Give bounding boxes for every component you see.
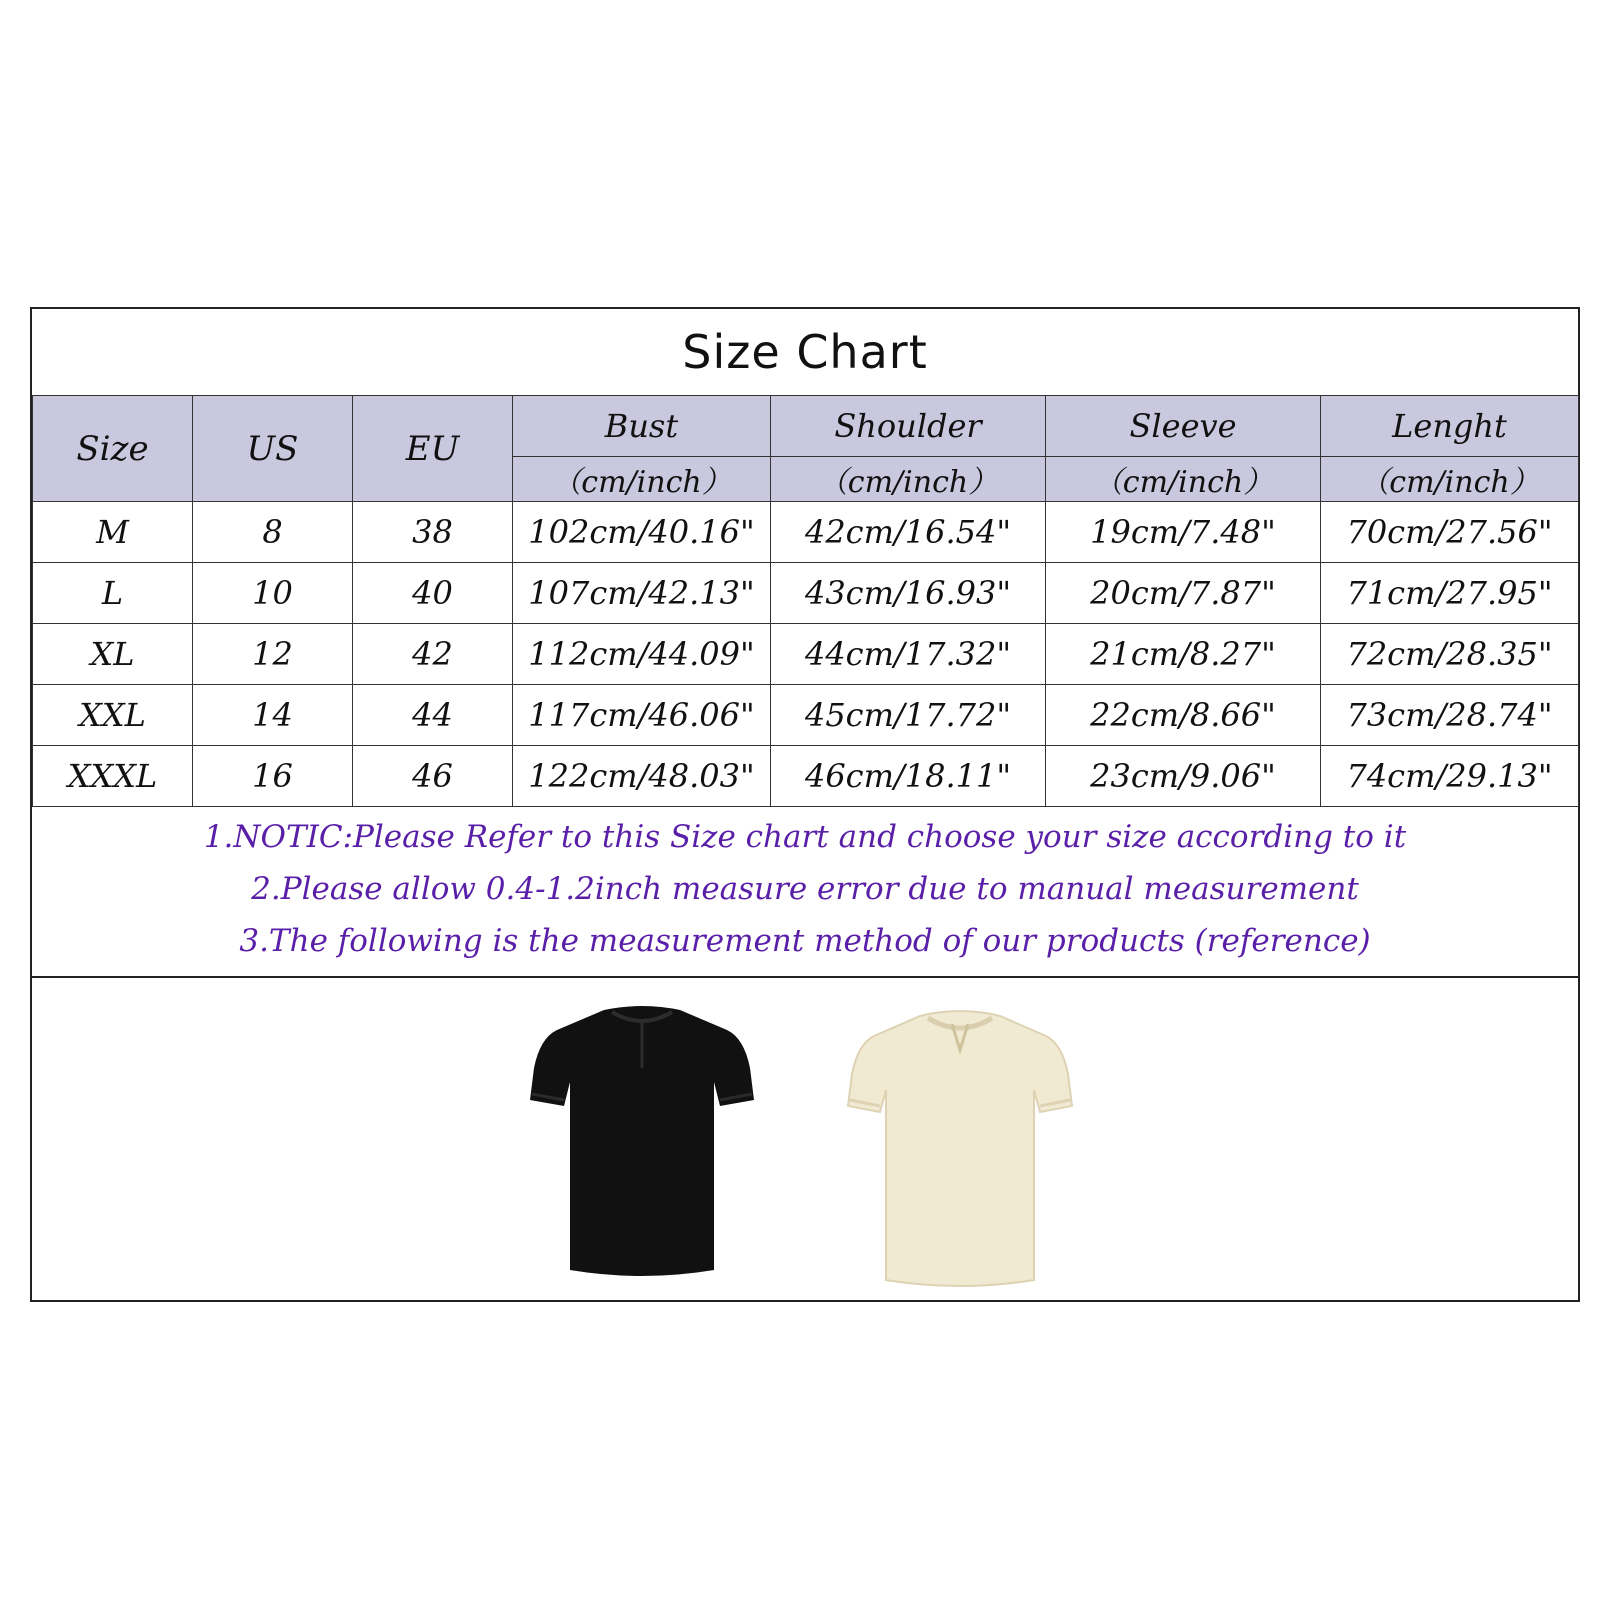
table-cell: 102cm/40.16": [513, 502, 771, 563]
size-table: [32, 395, 1579, 807]
table-cell: 44cm/17.32": [771, 624, 1046, 685]
table-row: [33, 746, 1579, 807]
table-row: [33, 502, 1579, 563]
table-cell: 112cm/44.09": [513, 624, 771, 685]
table-cell: 42cm/16.54": [771, 502, 1046, 563]
table-cell: XXL: [33, 685, 193, 746]
table-cell: 45cm/17.72": [771, 685, 1046, 746]
table-cell: 43cm/16.93": [771, 563, 1046, 624]
table-cell: 122cm/48.03": [513, 746, 771, 807]
table-cell: 19cm/7.48": [1046, 502, 1321, 563]
table-cell: 14: [193, 685, 353, 746]
table-cell: 38: [353, 502, 513, 563]
table-row: [33, 685, 1579, 746]
table-cell: 12: [193, 624, 353, 685]
table-cell: 21cm/8.27": [1046, 624, 1321, 685]
page-title: Size Chart: [682, 325, 928, 379]
table-cell: 70cm/27.56": [1321, 502, 1579, 563]
table-cell: 44: [353, 685, 513, 746]
note-line: 2.Please allow 0.4-1.2inch measure error due to manual measurement: [251, 870, 1359, 907]
table-cell: 46cm/18.11": [771, 746, 1046, 807]
table-cell: XXXL: [33, 746, 193, 807]
header-shoulder: Shoulder: [771, 396, 1046, 457]
size-chart-frame: [30, 307, 1580, 1302]
cream-henley-tshirt-icon: [840, 998, 1080, 1298]
header-unit: （cm/inch）: [1046, 457, 1321, 502]
table-cell: 40: [353, 563, 513, 624]
table-cell: 16: [193, 746, 353, 807]
header-size: Size: [33, 396, 193, 502]
table-cell: XL: [33, 624, 193, 685]
table-cell: 107cm/42.13": [513, 563, 771, 624]
size-notes: [32, 801, 1578, 978]
header-sleeve: Sleeve: [1046, 396, 1321, 457]
header-unit: （cm/inch）: [771, 457, 1046, 502]
product-images: [32, 978, 1578, 1300]
table-cell: 72cm/28.35": [1321, 624, 1579, 685]
header-unit: （cm/inch）: [513, 457, 771, 502]
table-cell: 23cm/9.06": [1046, 746, 1321, 807]
note-line: 3.The following is the measurement method of our products (reference): [239, 922, 1371, 959]
header-us: US: [193, 396, 353, 502]
table-cell: 74cm/29.13": [1321, 746, 1579, 807]
table-cell: 22cm/8.66": [1046, 685, 1321, 746]
table-cell: 71cm/27.95": [1321, 563, 1579, 624]
table-row: [33, 624, 1579, 685]
table-cell: 8: [193, 502, 353, 563]
table-cell: 46: [353, 746, 513, 807]
header-bust: Bust: [513, 396, 771, 457]
header-eu: EU: [353, 396, 513, 502]
table-row: [33, 563, 1579, 624]
table-cell: 42: [353, 624, 513, 685]
header-length: Lenght: [1321, 396, 1579, 457]
table-cell: M: [33, 502, 193, 563]
note-line: 1.NOTIC:Please Refer to this Size chart and choose your size according to it: [203, 818, 1407, 855]
table-cell: 117cm/46.06": [513, 685, 771, 746]
black-henley-tshirt-icon: [522, 998, 762, 1288]
header-unit: （cm/inch）: [1321, 457, 1579, 502]
table-cell: L: [33, 563, 193, 624]
table-cell: 73cm/28.74": [1321, 685, 1579, 746]
table-cell: 20cm/7.87": [1046, 563, 1321, 624]
table-cell: 10: [193, 563, 353, 624]
